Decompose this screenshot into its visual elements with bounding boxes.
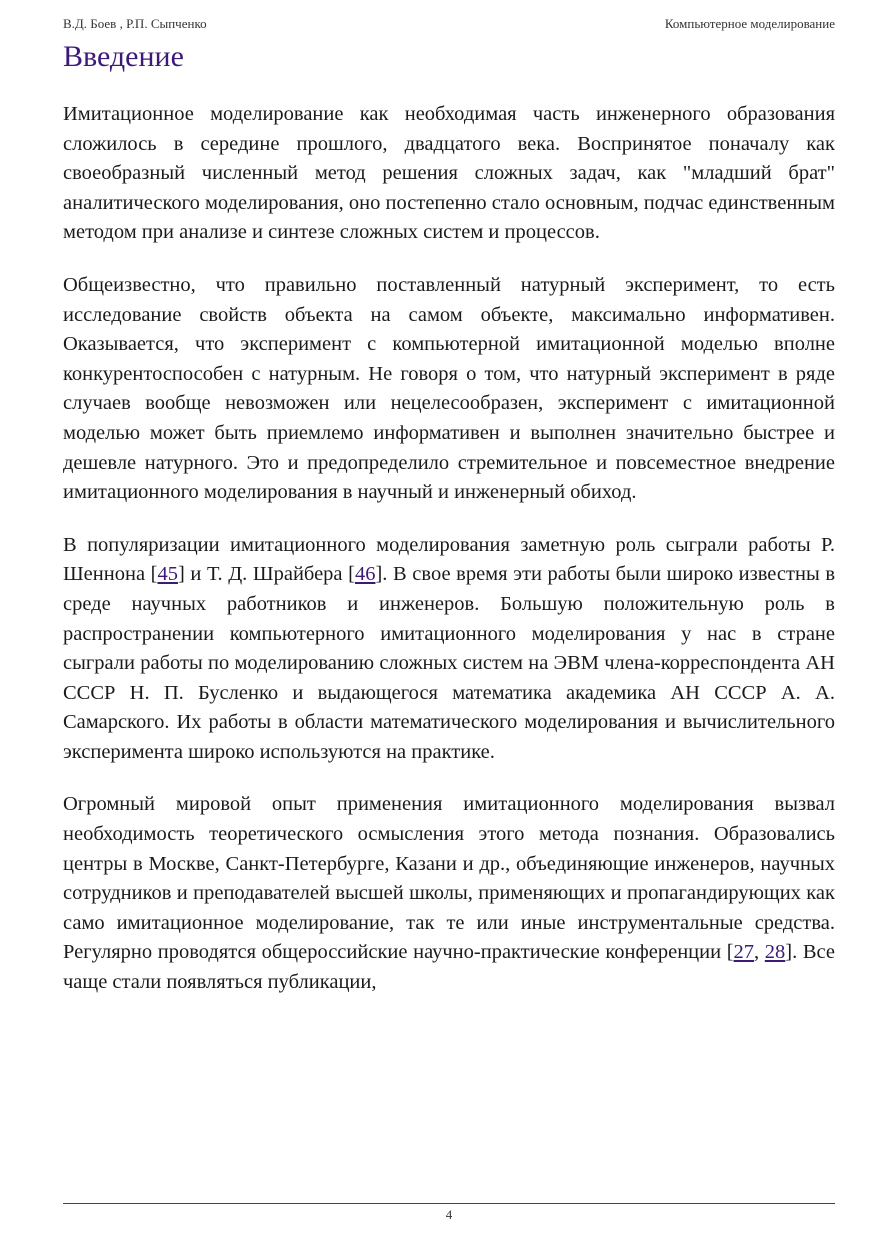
paragraph-4-text-2: , <box>754 941 765 964</box>
page-number: 4 <box>445 1207 453 1222</box>
paragraph-4-text-3: ]. Все чаще стали появляться публикации, <box>63 941 835 994</box>
paragraph-3-text-2: ] и Т. Д. Шрайбера [ <box>177 563 355 586</box>
citation-link-27[interactable]: 27 <box>733 941 755 964</box>
header-authors: В.Д. Боев , Р.П. Сыпченко <box>63 16 207 31</box>
paragraph-2: Общеизвестно, что правильно поставленный натурный эксперимент, то есть исследование свойств объекта на самом объекте, максимально информативен. Оказывается, что эксперимент с компьютерной имитационной моделью вполне конкурентоспособен с натурным. Не говоря о том, что натурный эксперимент в ряде случаев вообще невозможен или нецелесообразен, эксперимент с имитационной моделью может быть приемлемо информативен и выполнен значительно быстрее и дешевле натурного. Это и предопределило стремительное и повсеместное внедрение имитационного моделирования в научный и инженерный обиход. <box>63 273 835 504</box>
paragraph-3-text-1: В популяризации имитационного моделирования заметную роль сыграли работы Р. Шеннона [ <box>63 533 835 586</box>
footer-divider <box>63 1203 835 1204</box>
paragraph-3 <box>63 531 835 768</box>
citation-link-46[interactable]: 46 <box>354 563 376 586</box>
body-text <box>63 100 835 1192</box>
citation-link-28[interactable]: 28 <box>764 941 786 964</box>
chapter-title: Введение <box>63 40 184 73</box>
citation-link-45[interactable]: 45 <box>157 563 178 586</box>
paragraph-3-text-3: ]. В свое время эти работы были широко известны в среде научных работников и инженеров. Большую положительную роль в распространении компьютерного имитационного моделирования у нас в стране сыграли работы по моделированию сложных систем на ЭВМ члена-корреспондента АН СССР Н. П. Бусленко и выдающегося математика академика АН СССР А. А. Самарского. Их работы в области математического моделирования и вычислительного эксперимента широко используются на практике. <box>63 563 835 763</box>
paragraph-4-text-1: Огромный мировой опыт применения имитационного моделирования вызвал необходимость теоретического осмысления этого метода познания. Образовались центры в Москве, Санкт-Петербурге, Казани и др., объединяющие инженеров, научных сотрудников и преподавателей высшей школы, применяющих и пропагандирующих как само имитационное моделирование, так те или иные инструментальные средства. Регулярно проводятся общероссийские научно-практические конференции [ <box>63 793 835 964</box>
header-book-title: Компьютерное моделирование <box>664 16 835 31</box>
document-page <box>63 0 835 1241</box>
paragraph-4 <box>63 790 835 997</box>
paragraph-1: Имитационное моделирование как необходимая часть инженерного образования сложилось в середине прошлого, двадцатого века. Воспринятое поначалу как своеобразный численный метод решения сложных задач, как "младший брат" аналитического моделирования, оно постепенно стало основным, подчас единственным методом при анализе и синтезе сложных систем и процессов. <box>63 103 835 244</box>
running-header <box>63 16 835 32</box>
